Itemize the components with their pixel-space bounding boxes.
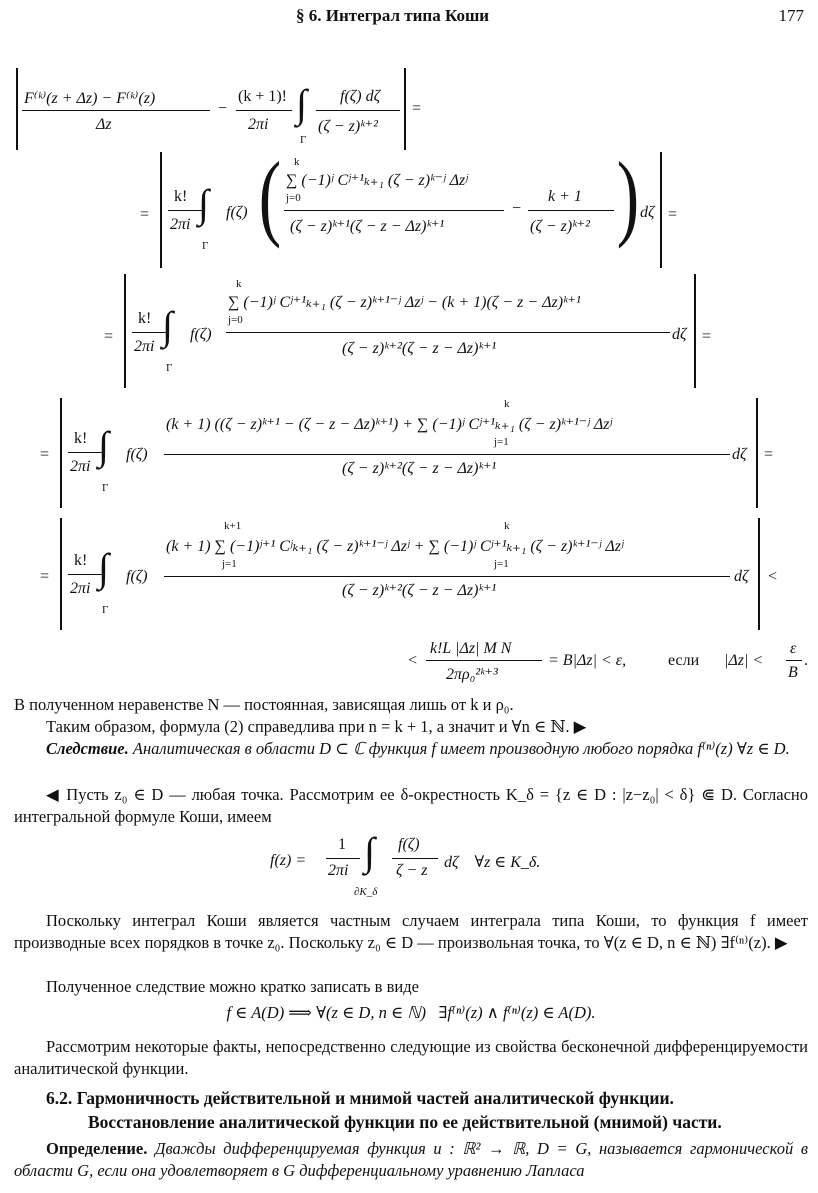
cauchy-int-num: f(ζ): [398, 836, 420, 853]
sum-upper: k+1: [224, 520, 242, 532]
equals-sign: =: [412, 100, 422, 117]
equals-sign: =: [140, 206, 150, 223]
running-head: [0, 6, 818, 30]
e2-frac2-num: k + 1: [548, 188, 582, 205]
d-zeta: dζ: [734, 568, 749, 585]
abs-bar-left: [60, 398, 62, 508]
chapter-title: § 6. Интеграл типа Коши: [296, 6, 490, 25]
equals-sign: =: [104, 328, 114, 345]
definition: [14, 1138, 808, 1182]
minus-sign: −: [218, 100, 228, 117]
integral-sign: ∫: [98, 545, 109, 590]
abs-bar-right: [660, 152, 662, 268]
abs-bar-right: [758, 518, 760, 630]
sum-upper: k: [504, 520, 510, 532]
e5-den: (ζ − z)ᵏ⁺²(ζ − z − Δz)ᵏ⁺¹: [342, 582, 497, 599]
cauchy-rest: dζ ∀z ∈ K_δ.: [444, 854, 541, 871]
integral-sign: ∫: [364, 829, 375, 874]
k-factorial: k!: [174, 188, 188, 205]
fraction-bar: [22, 110, 210, 111]
fraction-bar: [164, 576, 730, 577]
e2-sum: ∑ (−1)ʲ Cʲ⁺¹ₖ₊₁ (ζ − z)ᵏ⁻ʲ Δzʲ: [286, 172, 468, 189]
d-zeta: dζ: [672, 326, 687, 343]
abs-bar-left: [60, 518, 62, 630]
e6-if: если: [668, 652, 700, 669]
integral-sign: ∫: [98, 423, 109, 468]
left-paren: (: [258, 142, 282, 249]
e4-den: (ζ − z)ᵏ⁺²(ζ − z − Δz)ᵏ⁺¹: [342, 460, 497, 477]
e6-eps-den: B: [788, 664, 798, 681]
section-heading: [14, 1086, 808, 1134]
page-number: 177: [778, 6, 804, 25]
sum-lower: j=0: [286, 192, 301, 204]
sum-upper: k: [294, 156, 300, 168]
equals-sign: =: [764, 446, 774, 463]
e1-lhs-den: Δz: [96, 116, 112, 133]
sum-lower: j=1: [494, 558, 509, 570]
paragraph-5: Поскольку интеграл Коши является частным случаем интеграла типа Коши, то функция f имеет производные всех порядков в точке z₀. Поскольку z₀ ∈ D — произвольная точка, то ∀(z ∈ D, n ∈ ℕ) ∃f⁽ⁿ⁾(z). ▶: [14, 911, 808, 952]
contour-label: Γ: [102, 604, 109, 616]
sum-upper: k: [504, 398, 510, 410]
contour-label: Γ: [166, 362, 173, 374]
abs-bar-right: [404, 68, 406, 150]
e6-dot: .: [804, 652, 808, 669]
f-zeta: f(ζ): [126, 446, 148, 463]
integral-sign: ∫: [162, 303, 173, 348]
d-zeta: dζ: [640, 204, 655, 221]
e6-num: k!L |Δz| M N: [430, 640, 512, 657]
corollary-label: Следствие.: [46, 739, 129, 758]
two-pi-i: 2πi: [70, 458, 91, 475]
e4-num: (k + 1) ((ζ − z)ᵏ⁺¹ − (ζ − z − Δz)ᵏ⁺¹) + ∑ (−1)ʲ Cʲ⁺¹ₖ₊₁ (ζ − z)ᵏ⁺¹⁻ʲ Δzʲ: [166, 416, 613, 433]
summary-equation: f ∈ A(D) ⟹ ∀(z ∈ D, n ∈ ℕ) ∃f⁽ⁿ⁾(z) ∧ f⁽ⁿ⁾(z) ∈ A(D).: [226, 1003, 596, 1022]
paragraph-4: ◀ Пусть z₀ ∈ D — любая точка. Рассмотрим ее δ-окрестность K_δ = {z ∈ D : |z−z₀| < δ} ⋐ D. Согласно интегральной формуле Коши, имеем: [14, 785, 808, 826]
contour-label: Γ: [202, 240, 209, 252]
fraction-bar: [786, 660, 802, 661]
abs-bar-right: [756, 398, 758, 508]
integral-sign: ∫: [198, 181, 209, 226]
minus-sign: −: [512, 200, 522, 217]
corollary: [14, 738, 808, 760]
less-than: <: [768, 568, 778, 585]
e6-cond: |Δz| <: [724, 652, 764, 669]
abs-bar-left: [16, 68, 18, 150]
fraction-bar: [316, 110, 400, 111]
right-paren: ): [616, 142, 640, 249]
e2-frac2-den: (ζ − z)ᵏ⁺²: [530, 218, 590, 235]
f-zeta: f(ζ): [126, 568, 148, 585]
cauchy-coef-num: 1: [338, 836, 346, 853]
e1-coef-den: 2πi: [248, 116, 269, 133]
f-zeta: f(ζ): [226, 204, 248, 221]
cauchy-int-den: ζ − z: [396, 862, 428, 879]
sum-lower: j=0: [228, 314, 243, 326]
less-than: <: [408, 652, 418, 669]
paragraph-1: В полученном неравенстве N — постоянная, зависящая лишь от k и ρ₀.: [14, 695, 514, 714]
two-pi-i: 2πi: [70, 580, 91, 597]
paragraph-7: Рассмотрим некоторые факты, непосредственно следующие из свойства бесконечной дифференцируемости аналитической функции.: [14, 1037, 808, 1078]
fraction-bar: [426, 660, 542, 661]
cauchy-lhs: f(z) =: [270, 852, 307, 869]
integral-sign: ∫: [296, 81, 307, 126]
equals-sign: =: [668, 206, 678, 223]
two-pi-i: 2πi: [170, 216, 191, 233]
e5-num: (k + 1) ∑ (−1)ʲ⁺¹ Cʲₖ₊₁ (ζ − z)ᵏ⁺¹⁻ʲ Δzʲ + ∑ (−1)ʲ Cʲ⁺¹ₖ₊₁ (ζ − z)ᵏ⁺¹⁻ʲ Δzʲ: [166, 538, 624, 555]
equals-sign: =: [40, 446, 50, 463]
paragraph-2: Таким образом, формула (2) справедлива при n = k + 1, а значит и ∀n ∈ ℕ. ▶: [46, 717, 587, 736]
e6-rest: = B|Δz| < ε,: [548, 652, 627, 669]
contour-label: Γ: [102, 482, 109, 494]
corollary-text: Аналитическая в области D ⊂ ℂ функция f имеет производную любого порядка f⁽ⁿ⁾(z) ∀z ∈ D.: [128, 739, 790, 758]
e1-int-num: f(ζ) dζ: [340, 88, 381, 105]
section-title-line-2: Восстановление аналитической функции по ее действительной (мнимой) части.: [88, 1112, 722, 1132]
cauchy-coef-den: 2πi: [328, 862, 349, 879]
contour-label: ∂K_δ: [354, 886, 378, 898]
d-zeta: dζ: [732, 446, 747, 463]
sum-lower: j=1: [494, 436, 509, 448]
abs-bar-left: [124, 274, 126, 388]
f-zeta: f(ζ): [190, 326, 212, 343]
two-pi-i: 2πi: [134, 338, 155, 355]
sum-upper: k: [236, 278, 242, 290]
e2-den: (ζ − z)ᵏ⁺¹(ζ − z − Δz)ᵏ⁺¹: [290, 218, 445, 235]
fraction-bar: [164, 454, 730, 455]
definition-text: Дважды дифференцируемая функция u : ℝ² → ℝ, D = G, называется гармонической в области G, если она удовлетворяет в G дифференциальному уравнению Лапласа: [14, 1139, 808, 1180]
abs-bar-right: [694, 274, 696, 388]
e6-eps-num: ε: [790, 640, 797, 657]
definition-label: Определение.: [46, 1139, 148, 1158]
e1-coef-num: (k + 1)!: [238, 88, 288, 105]
equals-sign: =: [40, 568, 50, 585]
abs-bar-left: [160, 152, 162, 268]
fraction-bar: [326, 858, 360, 859]
e3-den: (ζ − z)ᵏ⁺²(ζ − z − Δz)ᵏ⁺¹: [342, 340, 497, 357]
k-factorial: k!: [74, 552, 88, 569]
fraction-bar: [392, 858, 438, 859]
contour-label: Γ: [300, 134, 307, 146]
e3-num: ∑ (−1)ʲ Cʲ⁺¹ₖ₊₁ (ζ − z)ᵏ⁺¹⁻ʲ Δzʲ − (k + 1)(ζ − z − Δz)ᵏ⁺¹: [228, 294, 581, 311]
equals-sign: =: [702, 328, 712, 345]
fraction-bar: [226, 332, 670, 333]
fraction-bar: [236, 110, 292, 111]
section-number: 6.2.: [46, 1088, 73, 1108]
fraction-bar: [528, 210, 614, 211]
k-factorial: k!: [74, 430, 88, 447]
e1-lhs-num: F⁽ᵏ⁾(z + Δz) − F⁽ᵏ⁾(z): [24, 90, 156, 107]
paragraph-6: Полученное следствие можно кратко записать в виде: [46, 977, 419, 996]
sum-lower: j=1: [222, 558, 237, 570]
section-title-line-1: Гармоничность действительной и мнимой частей аналитической функции.: [76, 1088, 674, 1108]
fraction-bar: [284, 210, 504, 211]
e6-den: 2πρ₀²ᵏ⁺³: [446, 666, 498, 683]
e1-int-den: (ζ − z)ᵏ⁺²: [318, 118, 378, 135]
k-factorial: k!: [138, 310, 152, 327]
